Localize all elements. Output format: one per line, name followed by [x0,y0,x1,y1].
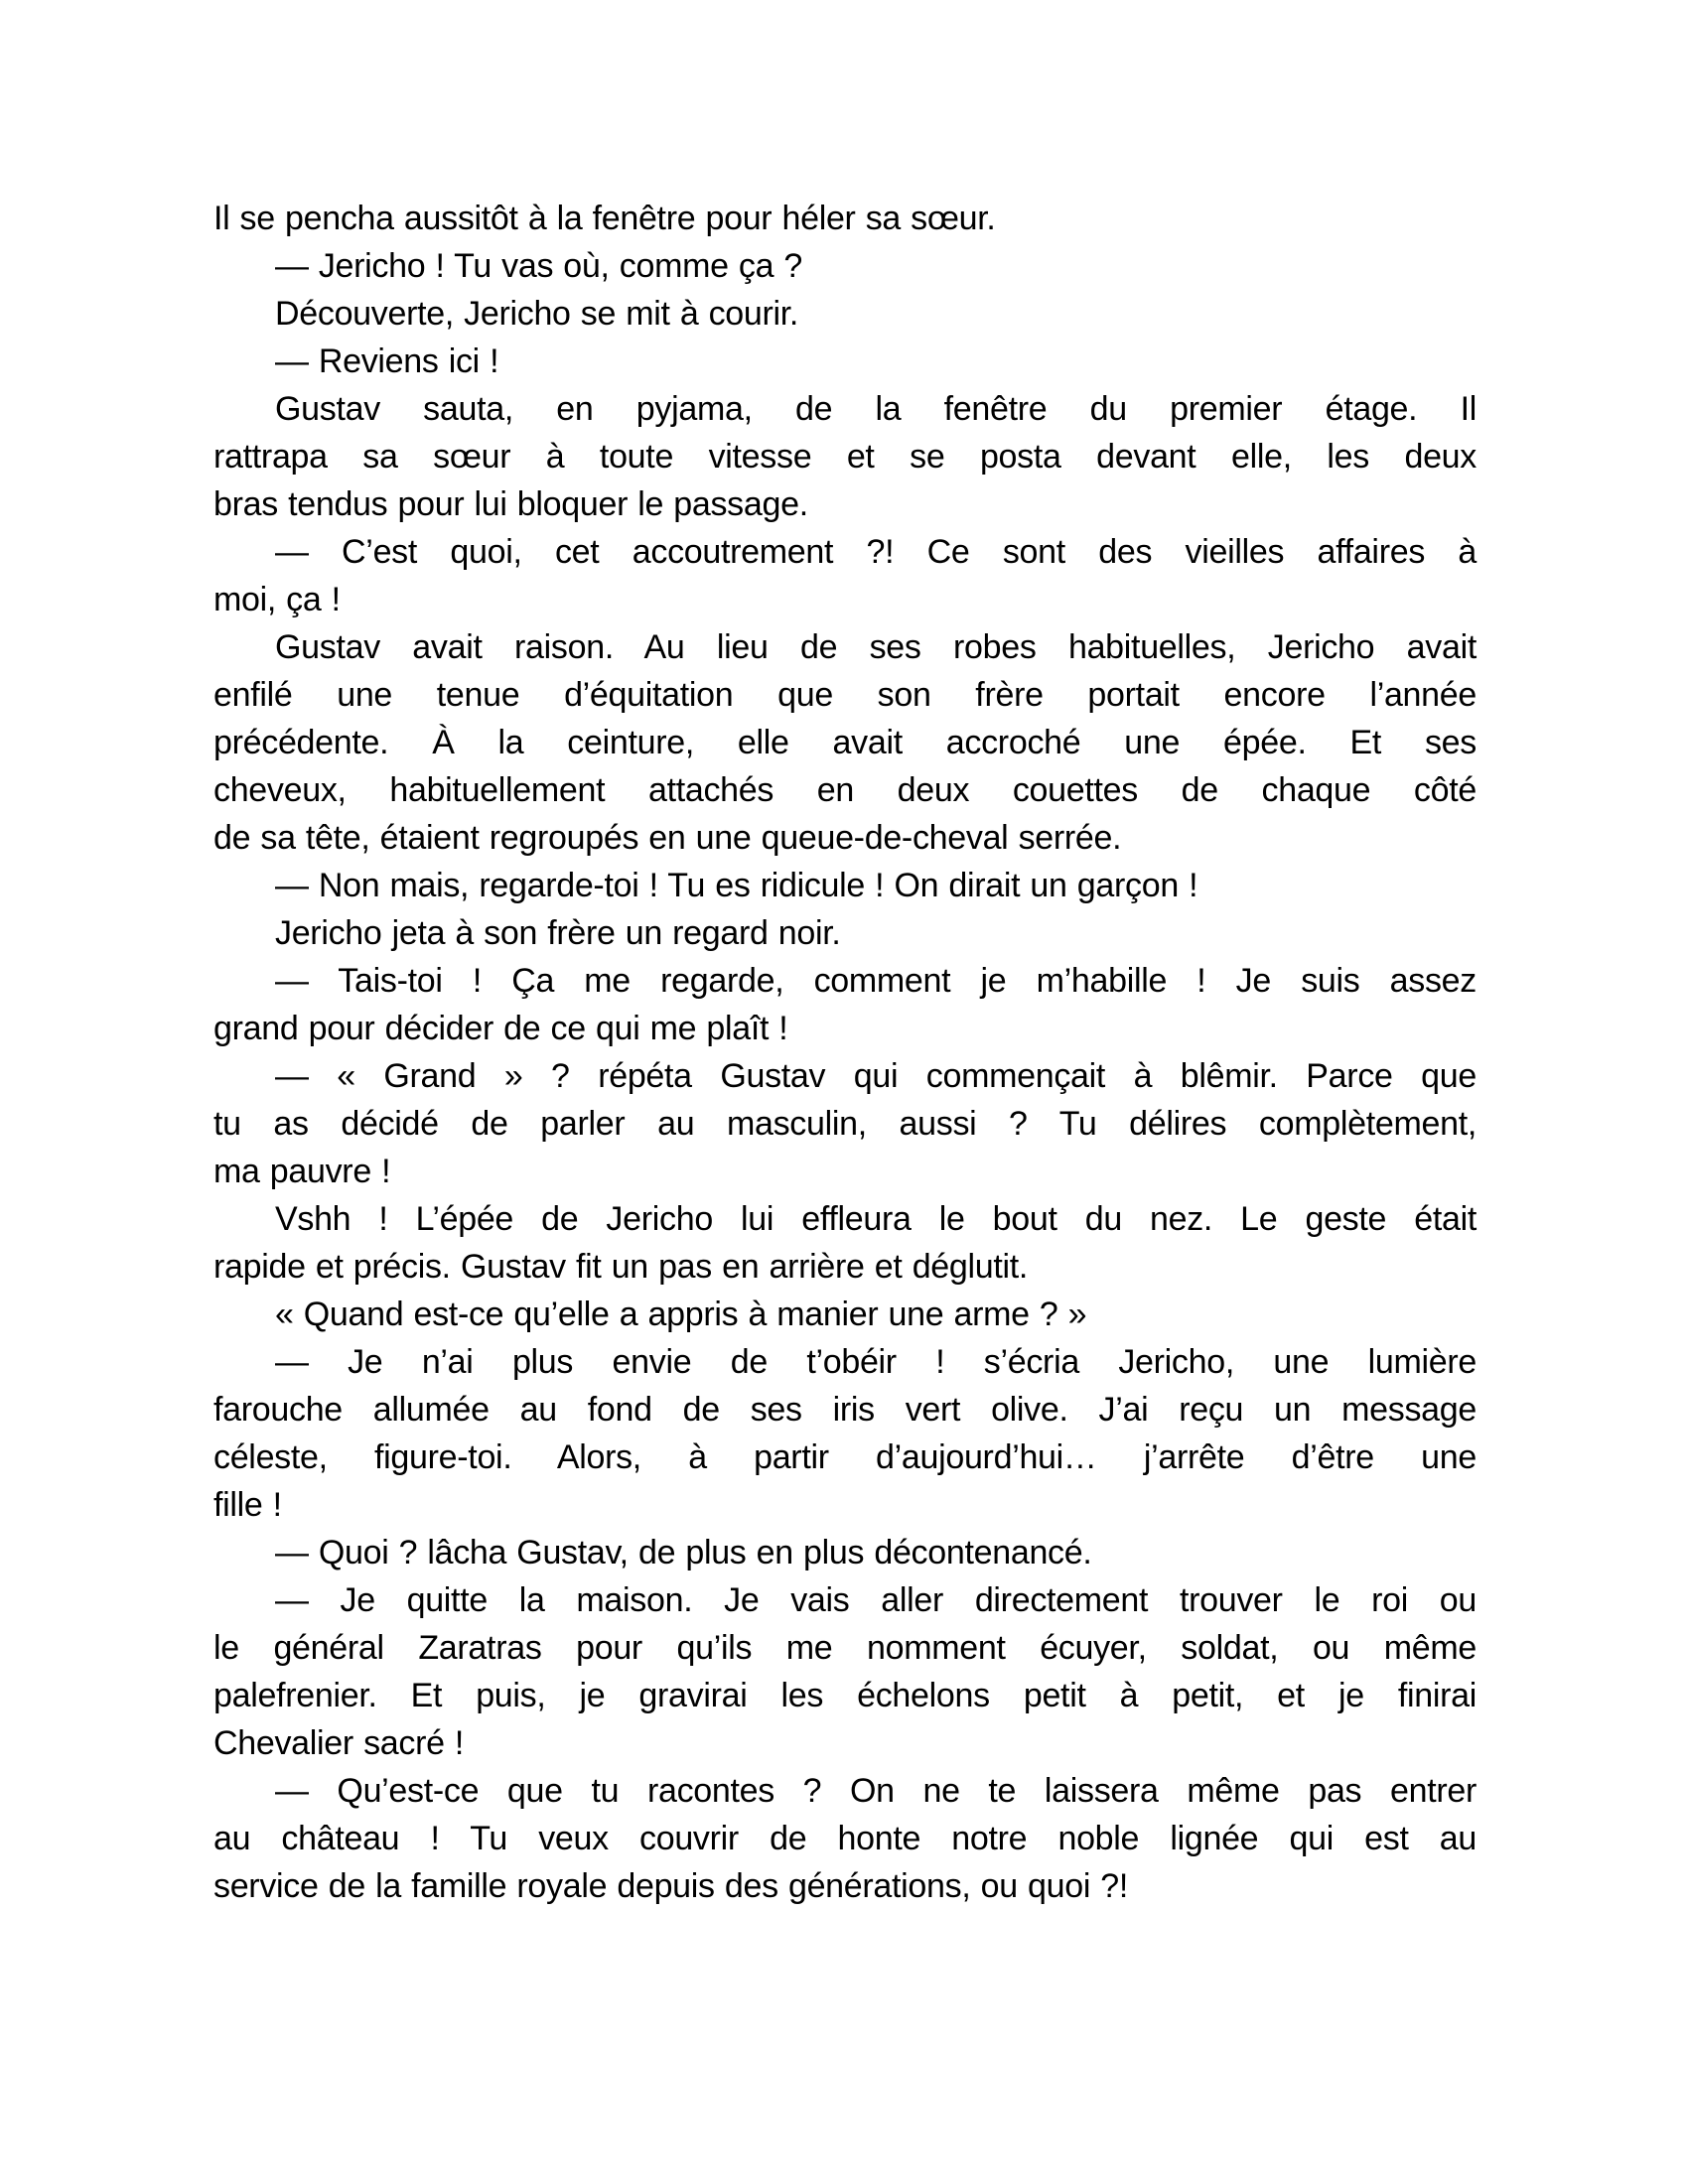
text-line: céleste, figure-toi. Alors, à partir d’aujourd’hui… j’arrête d’être une [213,1438,1477,1476]
paragraph [213,862,1477,909]
text-line: enfilé une tenue d’équitation que son frère portait encore l’année [213,676,1477,714]
text-line: palefrenier. Et puis, je gravirai les échelons petit à petit, et je finirai [213,1677,1477,1714]
text-line: service de la famille royale depuis des générations, ou quoi ?! [213,1867,1128,1905]
text-line: bras tendus pour lui bloquer le passage. [213,485,808,523]
paragraph [213,195,1477,242]
text-line: Vshh ! L’épée de Jericho lui effleura le bout du nez. Le geste était [275,1200,1477,1238]
text-line: — Qu’est-ce que tu racontes ? On ne te laissera même pas entrer [275,1772,1477,1810]
body-text [213,195,1477,1910]
paragraph [213,528,1477,623]
paragraph [213,1195,1477,1291]
paragraph [213,338,1477,385]
text-line: — Tais-toi ! Ça me regarde, comment je m’habille ! Je suis assez [275,962,1477,1000]
paragraph [213,1338,1477,1529]
text-line: Chevalier sacré ! [213,1724,464,1762]
text-line: le général Zaratras pour qu’ils me nomment écuyer, soldat, ou même [213,1629,1477,1667]
paragraph [213,290,1477,338]
text-line: tu as décidé de parler au masculin, aussi ? Tu délires complètement, [213,1105,1477,1143]
text-line: fille ! [213,1486,282,1524]
paragraph [213,909,1477,957]
text-line: moi, ça ! [213,581,341,618]
text-line: Gustav avait raison. Au lieu de ses robes habituelles, Jericho avait [275,628,1477,666]
paragraph [213,1291,1477,1338]
paragraph [213,385,1477,528]
text-line: — Quoi ? lâcha Gustav, de plus en plus décontenancé. [275,1534,1092,1571]
text-line: rapide et précis. Gustav fit un pas en arrière et déglutit. [213,1248,1029,1286]
paragraph [213,242,1477,290]
text-line: grand pour décider de ce qui me plaît ! [213,1010,788,1047]
paragraph [213,623,1477,862]
text-line: — Reviens ici ! [275,342,499,380]
paragraph [213,1767,1477,1910]
text-line: — « Grand » ? répéta Gustav qui commençait à blêmir. Parce que [275,1057,1477,1095]
text-line: de sa tête, étaient regroupés en une queue-de-cheval serrée. [213,819,1122,857]
text-line: Gustav sauta, en pyjama, de la fenêtre du premier étage. Il [275,390,1477,428]
text-line: ma pauvre ! [213,1153,391,1190]
text-line: au château ! Tu veux couvrir de honte notre noble lignée qui est au [213,1820,1477,1857]
text-line: — Je quitte la maison. Je vais aller directement trouver le roi ou [275,1581,1477,1619]
paragraph [213,1576,1477,1767]
text-line: — C’est quoi, cet accoutrement ?! Ce sont des vieilles affaires à [275,533,1477,571]
text-line: Il se pencha aussitôt à la fenêtre pour héler sa sœur. [213,200,996,237]
text-line: précédente. À la ceinture, elle avait accroché une épée. Et ses [213,724,1477,761]
text-line: farouche allumée au fond de ses iris vert olive. J’ai reçu un message [213,1391,1477,1429]
text-line: cheveux, habituellement attachés en deux couettes de chaque côté [213,771,1477,809]
paragraph [213,957,1477,1052]
text-line: rattrapa sa sœur à toute vitesse et se posta devant elle, les deux [213,438,1477,476]
text-line: Découverte, Jericho se mit à courir. [275,295,799,333]
text-line: — Je n’ai plus envie de t’obéir ! s’écria Jericho, une lumière [275,1343,1477,1381]
text-line: Jericho jeta à son frère un regard noir. [275,914,841,952]
text-line: « Quand est-ce qu’elle a appris à manier une arme ? » [275,1296,1087,1333]
text-line: — Non mais, regarde-toi ! Tu es ridicule ! On dirait un garçon ! [275,867,1198,904]
paragraph [213,1052,1477,1195]
paragraph [213,1529,1477,1576]
text-line: — Jericho ! Tu vas où, comme ça ? [275,247,802,285]
